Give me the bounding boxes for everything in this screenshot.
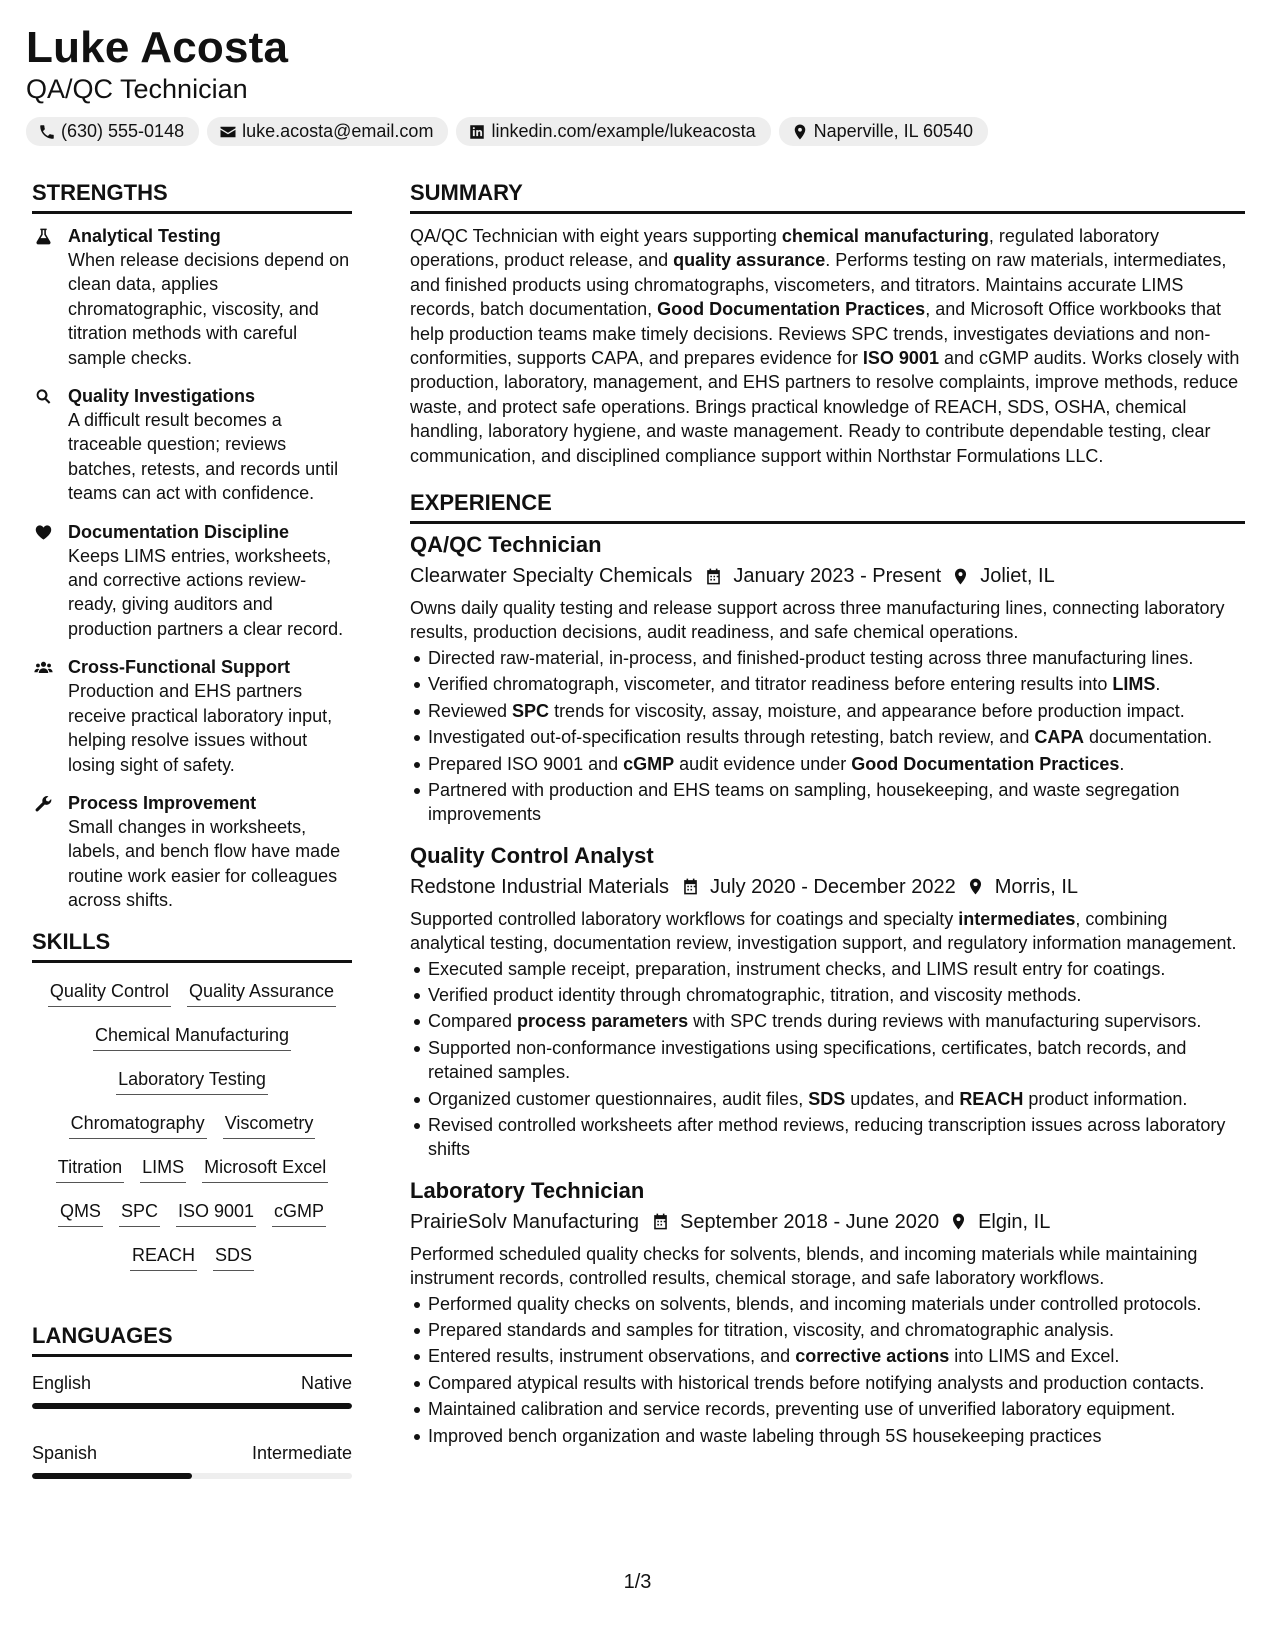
contact-email[interactable] bbox=[207, 117, 448, 146]
job-dates: July 2020 - December 2022 bbox=[710, 875, 956, 898]
text-segment: Supported controlled laboratory workflows for coatings and specialty bbox=[410, 908, 959, 929]
strength-text: Keeps LIMS entries, worksheets, and corrective actions review-ready, giving auditors and production partners a clear record. bbox=[68, 545, 344, 639]
skills-row bbox=[36, 1199, 348, 1227]
map-pin-icon bbox=[949, 1212, 968, 1231]
bold-keyword: intermediates bbox=[958, 908, 1076, 929]
job-dates: September 2018 - June 2020 bbox=[680, 1210, 940, 1233]
strength-item bbox=[32, 791, 352, 913]
job-meta bbox=[410, 1207, 1245, 1237]
text-segment: Organized customer questionnaires, audit files, bbox=[428, 1088, 809, 1109]
skills-row bbox=[36, 1023, 348, 1051]
text-segment: Executed sample receipt, preparation, instrument checks, and LIMS result entry for coatings. bbox=[428, 958, 1166, 979]
strength-item bbox=[32, 224, 352, 370]
strength-item bbox=[32, 384, 352, 506]
section-divider bbox=[410, 521, 1245, 524]
text-segment: , regulated laboratory operations, product release, and bbox=[410, 226, 1160, 271]
job-title: Laboratory Technician bbox=[410, 1177, 645, 1203]
strengths-list bbox=[32, 224, 352, 913]
map-pin-icon bbox=[951, 567, 970, 586]
bullet-item bbox=[410, 672, 1245, 696]
text-segment: product information. bbox=[1023, 1088, 1188, 1109]
job-bullets bbox=[410, 957, 1245, 1162]
strength-icon bbox=[32, 791, 54, 913]
experience-heading: EXPERIENCE bbox=[410, 490, 552, 516]
section-divider bbox=[32, 211, 352, 214]
contact-linkedin[interactable] bbox=[456, 117, 770, 146]
heart-icon bbox=[34, 523, 53, 542]
job-entry bbox=[410, 841, 1245, 1162]
bold-keyword: chemical manufacturing bbox=[781, 226, 989, 246]
text-segment: Partnered with production and EHS teams on sampling, housekeeping, and waste segregation improvements bbox=[428, 779, 1180, 825]
text-segment: Revised controlled worksheets after method reviews, reducing transcription issues across laboratory shifts bbox=[428, 1114, 1226, 1160]
text-segment: Verified product identity through chromatographic, titration, and viscosity methods. bbox=[428, 984, 1082, 1005]
job-entry bbox=[410, 530, 1245, 827]
job-bullets bbox=[410, 1292, 1245, 1448]
strength-body bbox=[68, 224, 352, 370]
text-segment: . bbox=[1155, 674, 1161, 695]
strength-title: Documentation Discipline bbox=[68, 521, 290, 542]
text-segment: and cGMP audits. Works closely with production, laboratory, management, and EHS partners to resolve complaints, improve methods, reduce waste, and protect safe operations. Brings practical knowledge of REACH, SDS, OSHA, chemical handling, laboratory hygiene, and waste management. Ready to contribute dependable testing, clear communication, and disciplined compliance support within Northstar Formulations LLC. bbox=[410, 348, 1240, 466]
contact-phone bbox=[26, 117, 199, 146]
magnifier-icon bbox=[34, 387, 53, 406]
strength-body bbox=[68, 655, 352, 777]
right-column bbox=[410, 178, 1245, 1462]
text-segment: into LIMS and Excel. bbox=[949, 1346, 1120, 1367]
bold-keyword: REACH bbox=[959, 1088, 1024, 1109]
text-segment: , and Microsoft Office workbooks that help production teams make timely decisions. Reviews SPC trends, investigates deviations and non-conformities, supports CAPA, and prepares evidence for bbox=[410, 299, 1221, 369]
bullet-item bbox=[410, 1009, 1245, 1033]
text-segment: Reviewed bbox=[428, 700, 513, 721]
strength-text: Production and EHS partners receive practical laboratory input, helping resolve issues without losing sight of safety. bbox=[68, 681, 333, 775]
language-level: Native bbox=[300, 1372, 352, 1393]
calendar-icon bbox=[681, 877, 700, 896]
bold-keyword: Good Documentation Practices bbox=[657, 299, 926, 320]
strengths-heading: STRENGTHS bbox=[32, 180, 168, 205]
wrench-icon bbox=[34, 794, 53, 813]
job-title: Quality Control Analyst bbox=[410, 842, 654, 868]
bold-keyword: CAPA bbox=[1034, 727, 1085, 748]
job-title: QA/QC Technician bbox=[410, 532, 602, 558]
job-description bbox=[410, 1242, 1245, 1291]
strength-item bbox=[32, 655, 352, 777]
bullet-item bbox=[410, 646, 1245, 670]
location-text: Naperville, IL 60540 bbox=[813, 121, 974, 141]
skill-tag: Quality Control bbox=[48, 979, 171, 1007]
bold-keyword: ISO 9001 bbox=[862, 348, 939, 369]
bullet-item bbox=[410, 1087, 1245, 1111]
skill-tag: Chemical Manufacturing bbox=[93, 1023, 291, 1051]
languages-heading: LANGUAGES bbox=[32, 1322, 173, 1348]
job-company: PrairieSolv Manufacturing bbox=[410, 1210, 639, 1233]
text-segment: . bbox=[1119, 753, 1125, 774]
proficiency-fill bbox=[32, 1473, 192, 1479]
page-number: 1/3 bbox=[623, 1571, 652, 1593]
strength-body bbox=[68, 791, 352, 913]
text-segment: with SPC trends during reviews with manufacturing supervisors. bbox=[688, 1011, 1202, 1032]
email-text: luke.acosta@email.com bbox=[242, 121, 434, 141]
text-segment: Investigated out-of-specification results through retesting, batch review, and bbox=[428, 727, 1035, 748]
bold-keyword: corrective actions bbox=[795, 1346, 950, 1367]
job-entry bbox=[410, 1176, 1245, 1448]
bullet-item bbox=[410, 1318, 1245, 1342]
bold-keyword: quality assurance bbox=[673, 250, 826, 271]
bullet-item bbox=[410, 1371, 1245, 1395]
bold-keyword: LIMS bbox=[1112, 674, 1156, 695]
bullet-item bbox=[410, 699, 1245, 723]
strength-title: Process Improvement bbox=[68, 792, 257, 813]
bold-keyword: SDS bbox=[808, 1088, 846, 1109]
language-name: English bbox=[32, 1372, 92, 1393]
job-location: Joliet, IL bbox=[980, 565, 1055, 588]
skill-tag: REACH bbox=[130, 1243, 197, 1271]
skill-tag: Quality Assurance bbox=[187, 979, 336, 1007]
skills-row bbox=[36, 979, 348, 1007]
map-pin-icon bbox=[966, 877, 985, 896]
summary-text bbox=[410, 224, 1245, 468]
skill-tag: Viscometry bbox=[223, 1111, 316, 1139]
text-segment: . Performs testing on raw materials, intermediates, and finished products using chromatographs, viscometers, and titrators. Maintains accurate LIMS records, batch documentation, bbox=[410, 250, 1227, 320]
proficiency-bar bbox=[32, 1403, 352, 1409]
text-segment: Compared atypical results with historical trends before notifying analysts and production contacts. bbox=[428, 1372, 1205, 1393]
skill-tag: Laboratory Testing bbox=[116, 1067, 268, 1095]
text-segment: updates, and bbox=[845, 1088, 960, 1109]
language-name: Spanish bbox=[32, 1442, 98, 1463]
strength-body bbox=[68, 520, 352, 642]
bullet-item bbox=[410, 725, 1245, 749]
strength-icon bbox=[32, 384, 54, 506]
strength-title: Cross-Functional Support bbox=[68, 657, 290, 678]
calendar-icon bbox=[651, 1212, 670, 1231]
candidate-title: QA/QC Technician bbox=[26, 74, 248, 104]
bullet-item bbox=[410, 1424, 1245, 1448]
strength-text: Small changes in worksheets, labels, and bench flow have made routine work easier for colleagues across shifts. bbox=[68, 816, 341, 911]
flask-icon bbox=[34, 227, 53, 246]
text-segment: trends for viscosity, assay, moisture, and appearance before production impact. bbox=[549, 700, 1185, 721]
job-company: Redstone Industrial Materials bbox=[410, 875, 670, 898]
calendar-icon bbox=[704, 567, 723, 586]
bold-keyword: cGMP bbox=[623, 753, 675, 774]
job-description bbox=[410, 907, 1245, 956]
bullet-item bbox=[410, 1036, 1245, 1085]
skill-tag: QMS bbox=[58, 1199, 103, 1227]
text-segment: , combining analytical testing, documentation review, investigation support, and regulatory information management. bbox=[410, 908, 1237, 954]
bold-keyword: process parameters bbox=[517, 1011, 689, 1032]
users-icon bbox=[34, 658, 53, 677]
strength-title: Quality Investigations bbox=[68, 386, 256, 407]
text-segment: Directed raw-material, in-process, and finished-product testing across three manufacturing lines. bbox=[428, 647, 1194, 668]
languages-list bbox=[32, 1371, 352, 1479]
bullet-item bbox=[410, 752, 1245, 776]
section-divider bbox=[32, 1354, 352, 1357]
skill-tag: SPC bbox=[119, 1199, 160, 1227]
language-row bbox=[32, 1441, 352, 1465]
bullet-item bbox=[410, 1344, 1245, 1368]
language-item bbox=[32, 1441, 352, 1479]
strength-icon bbox=[32, 520, 54, 642]
skills-row bbox=[36, 1155, 348, 1183]
skill-tag: Chromatography bbox=[69, 1111, 207, 1139]
left-column bbox=[32, 178, 352, 1511]
resume-header bbox=[26, 22, 988, 146]
text-segment: Maintained calibration and service records, preventing use of unverified laboratory equipment. bbox=[428, 1399, 1176, 1420]
job-dates: January 2023 - Present bbox=[733, 565, 942, 588]
job-description bbox=[410, 596, 1245, 645]
skill-tag: LIMS bbox=[140, 1155, 186, 1183]
proficiency-fill bbox=[32, 1403, 352, 1409]
language-level: Intermediate bbox=[251, 1442, 352, 1463]
text-segment: Performed quality checks on solvents, blends, and incoming materials under controlled protocols. bbox=[428, 1293, 1202, 1314]
linkedin-text: linkedin.com/example/lukeacosta bbox=[491, 121, 756, 141]
bullet-item bbox=[410, 1113, 1245, 1162]
job-meta bbox=[410, 872, 1245, 902]
language-row bbox=[32, 1371, 352, 1395]
text-segment: Compared bbox=[428, 1011, 518, 1032]
candidate-name: Luke Acosta bbox=[26, 23, 289, 72]
strength-icon bbox=[32, 224, 54, 370]
strength-body bbox=[68, 384, 352, 506]
strength-item bbox=[32, 520, 352, 642]
text-segment: Entered results, instrument observations, and bbox=[428, 1346, 796, 1367]
skill-tag: cGMP bbox=[272, 1199, 326, 1227]
bold-keyword: Good Documentation Practices bbox=[851, 753, 1120, 774]
bullet-item bbox=[410, 1397, 1245, 1421]
text-segment: Owns daily quality testing and release support across three manufacturing lines, connecting laboratory results, production decisions, audit readiness, and safe chemical operations. bbox=[410, 598, 1225, 643]
skill-tag: Titration bbox=[56, 1155, 124, 1183]
experience-list bbox=[410, 530, 1245, 1448]
job-location: Elgin, IL bbox=[978, 1210, 1051, 1233]
job-company: Clearwater Specialty Chemicals bbox=[410, 565, 693, 588]
skills-row bbox=[36, 1111, 348, 1139]
text-segment: Prepared standards and samples for titration, viscosity, and chromatographic analysis. bbox=[428, 1320, 1115, 1340]
text-segment: QA/QC Technician with eight years supporting bbox=[410, 226, 782, 246]
bold-keyword: SPC bbox=[512, 700, 550, 721]
text-segment: Supported non-conformance investigations using specifications, certificates, batch records, and retained samples. bbox=[428, 1037, 1187, 1083]
bullet-item bbox=[410, 778, 1245, 827]
skills-row bbox=[36, 1067, 348, 1095]
proficiency-bar bbox=[32, 1473, 352, 1479]
text-segment: Improved bench organization and waste labeling through 5S housekeeping practices bbox=[428, 1425, 1102, 1446]
skills-list bbox=[32, 977, 352, 1271]
text-segment: Performed scheduled quality checks for solvents, blends, and incoming materials while maintaining instrument records, controlled results, chemical storage, and safe laboratory workflows. bbox=[410, 1243, 1198, 1289]
skill-tag: Microsoft Excel bbox=[202, 1155, 328, 1183]
contact-location bbox=[779, 117, 988, 146]
strength-text: A difficult result becomes a traceable question; reviews batches, retests, and records until teams can act with confidence. bbox=[68, 410, 339, 504]
strength-title: Analytical Testing bbox=[68, 226, 221, 246]
job-location: Morris, IL bbox=[994, 875, 1079, 898]
language-item bbox=[32, 1371, 352, 1409]
skill-tag: ISO 9001 bbox=[176, 1199, 256, 1227]
envelope-icon bbox=[219, 123, 237, 141]
job-meta bbox=[410, 561, 1245, 591]
skills-row bbox=[36, 1243, 348, 1271]
job-bullets bbox=[410, 646, 1245, 827]
contact-bar bbox=[26, 117, 988, 146]
strength-text: When release decisions depend on clean data, applies chromatographic, viscosity, and titration methods with careful sample checks. bbox=[68, 250, 350, 368]
bullet-item bbox=[410, 983, 1245, 1007]
strength-icon bbox=[32, 655, 54, 777]
bullet-item bbox=[410, 1292, 1245, 1316]
phone-icon bbox=[38, 123, 56, 141]
text-segment: audit evidence under bbox=[674, 753, 852, 774]
map-pin-icon bbox=[791, 123, 809, 141]
phone-text: (630) 555-0148 bbox=[61, 121, 185, 141]
text-segment: Prepared ISO 9001 and bbox=[428, 753, 624, 774]
text-segment: documentation. bbox=[1084, 727, 1213, 748]
skills-heading: SKILLS bbox=[32, 928, 111, 954]
skill-tag: SDS bbox=[213, 1243, 254, 1271]
summary-heading: SUMMARY bbox=[410, 180, 523, 205]
bullet-item bbox=[410, 957, 1245, 981]
linkedin-icon bbox=[468, 123, 486, 141]
text-segment: Verified chromatograph, viscometer, and titrator readiness before entering results into bbox=[428, 674, 1113, 695]
section-divider bbox=[410, 211, 1245, 214]
section-divider bbox=[32, 960, 352, 963]
